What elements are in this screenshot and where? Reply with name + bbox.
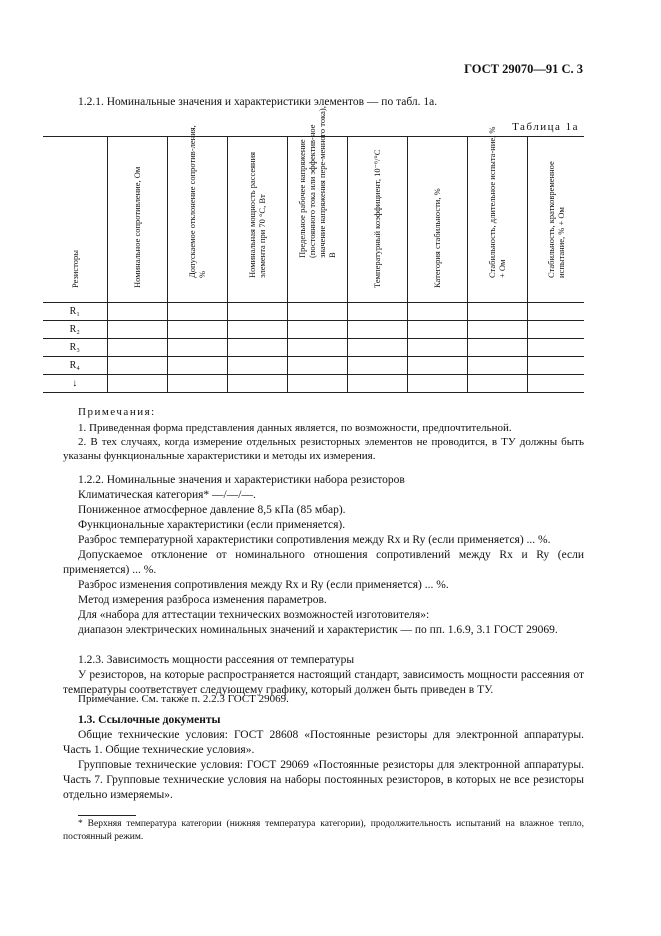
row-label: ↓: [43, 375, 107, 393]
col-header: Резисторы: [43, 137, 107, 303]
notes-heading: Примечания:: [78, 406, 156, 418]
s122-line: Для «набора для аттестации технических возможностей изготовителя»:: [78, 609, 430, 621]
note-1: 1. Приведенная форма представления данных является, по возможности, предпочтительной.: [78, 422, 512, 434]
s122-line: диапазон электрических номинальных значений и характеристик — по пп. 1.6.9, 3.1 ГОСТ 29069.: [78, 624, 558, 636]
col-header: Категория стабильности, %: [407, 137, 467, 303]
col-header: Номинальное сопротивление, Ом: [107, 137, 167, 303]
s122-line: Допускаемое отклонение от номинального отношения сопротивлений между Rx и Ry (если применяется) ... %.: [63, 549, 584, 576]
col-header: Стабильность, кратковременное испытание, % + Ом: [527, 137, 584, 303]
table-row: [43, 357, 584, 375]
footnote-divider: [78, 815, 136, 816]
page-header: ГОСТ 29070—91 С. 3: [464, 62, 583, 76]
col-header: Стабильность, длительное испыта-ние, % + Ом: [467, 137, 527, 303]
s122-line: Пониженное атмосферное давление 8,5 кПа (85 мбар).: [78, 504, 346, 516]
footnote: * Верхняя температура категории (нижняя температура категории), продолжительность испытаний на влажное тепло, постоянный режим.: [63, 819, 584, 842]
col-header: Номинальная мощность рассеяния элемента при 70 °С, Вт: [227, 137, 287, 303]
s122-line: Разброс изменения сопротивления между Rx и Ry (если применяется) ... %.: [78, 579, 449, 591]
table-row: [43, 375, 584, 393]
s13-heading: 1.3. Ссылочные документы: [78, 714, 221, 726]
table-row: [43, 303, 584, 321]
s13-p2: Групповые технические условия: ГОСТ 29069 «Постоянные резисторы для электронной аппаратуры. Часть 7. Групповые технические условия на наборы постоянных резисторов, в которых не все резисторы отдельно измеряемы».: [63, 759, 584, 801]
table-row: [43, 339, 584, 357]
row-label: R₃: [43, 339, 107, 357]
s122-line: Метод измерения разброса изменения параметров.: [78, 594, 327, 606]
s122-line: Климатическая категория* —/—/—.: [78, 489, 256, 501]
s122-line: Функциональные характеристики (если применяется).: [78, 519, 346, 531]
row-label: R₄: [43, 357, 107, 375]
s123-text: У резисторов, на которые распространяется настоящий стандарт, зависимость мощности рассеяния от температуры соответствует следующему графику, который должен быть приведен в ТУ.: [63, 669, 584, 696]
row-label: R₁: [43, 303, 107, 321]
col-header: Допускаемое отклонение сопротив-ления, %: [167, 137, 227, 303]
s122-title: 1.2.2. Номинальные значения и характеристики набора резисторов: [78, 474, 405, 486]
col-header: Предельное рабочее напряжение (постоянного тока или эффектив-ное значение напряжения пере-менного тока), В: [287, 137, 347, 303]
table-caption: Таблица 1а: [512, 121, 579, 133]
table-header-row: [43, 137, 584, 303]
s13-p1: Общие технические условия: ГОСТ 28608 «Постоянные резисторы для электронной аппаратуры. Часть 1. Общие технические условия».: [63, 729, 584, 756]
s123-title: 1.2.3. Зависимость мощности рассеяния от температуры: [78, 654, 355, 666]
note-2-text: Примечание. См. также п. 2.2.3 ГОСТ 29069.: [78, 693, 289, 705]
s122-line: Разброс температурной характеристики сопротивления между Rx и Ry (если применяется) ... %.: [78, 534, 551, 546]
col-header: Температурный коэффициент, 10⁻⁶/°С: [347, 137, 407, 303]
table-row: [43, 321, 584, 339]
note-2: 2. В тех случаях, когда измерение отдельных резисторных элементов не проводится, в ТУ должны быть указаны функциональные характеристики и методы их измерения.: [63, 436, 584, 462]
intro-text: 1.2.1. Номинальные значения и характеристики элементов — по табл. 1а.: [78, 96, 438, 108]
row-label: R₂: [43, 321, 107, 339]
